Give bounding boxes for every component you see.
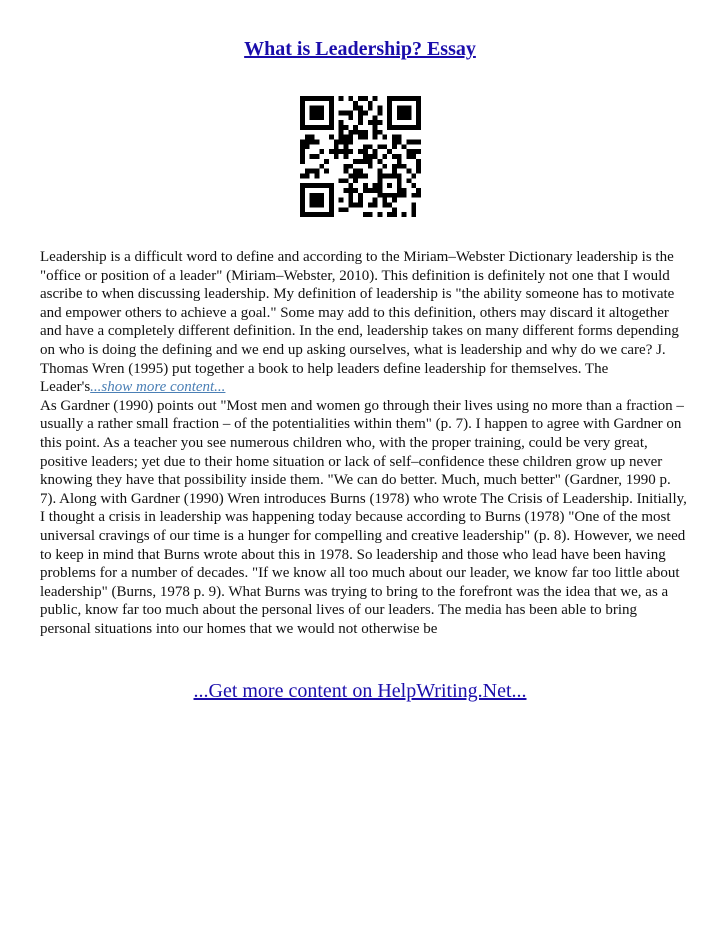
paragraph-1-text: Leadership is a difficult word to define and according to the Miriam–Webster Dictionary leadership is the "office or position of a leader" (Miriam–Webster, 2010). This definition is definitely not one that I would ascribe to when discussing leadership. My definition of leadership is "the ability someone has to motivate and empower others to achieve a goal." Some may add to this definition, others may discard it altogether and have a completely different definition. In the end, leadership takes on many different forms depending on who is doing the defining and we end up asking ourselves, what is leadership and why do we care? J. Thomas Wren (1995) put together a book to help leaders define leadership for themselves. The Leader's <box>40 249 679 396</box>
essay-paragraph <box>40 248 690 397</box>
get-more-content-link[interactable]: ...Get more content on HelpWriting.Net... <box>193 680 527 702</box>
essay-body <box>40 248 690 638</box>
show-more-link[interactable]: ...show more content... <box>90 379 226 396</box>
document-title[interactable]: What is Leadership? Essay <box>244 38 476 60</box>
essay-paragraph: As Gardner (1990) points out "Most men and women go through their lives using no more than a fraction – usually a rather small fraction – of the potentialities within them" (p. 7). I happen to agree with Gardner on this point. As a teacher you see numerous children who, with the proper training, could be very great, positive leaders; yet due to their home situation or lack of self–confidence these children grow up never knowing they have that possibility inside them. "We can do better. Much, much better" (Gardner, 1990 p. 7). Along with Gardner (1990) Wren introduces Burns (1978) who wrote The Crisis of Leadership. Initially, I thought a crisis in leadership was happening today because according to Burns (1978) "One of the most universal cravings of our time is a hunger for compelling and creative leadership" (p. 8). However, we need to keep in mind that Burns wrote about this in 1978. So leadership and those who lead have been having problems for a number of decades. "If we know all too much about our leader, we know far too little about leadership" (Burns, 1978 p. 9). What Burns was trying to bring to the forefront was the idea that we, as a public, know far too much about the personal lives of our leaders. The media has been able to bring personal situations into our homes that we would not otherwise be <box>40 397 687 637</box>
qr-code-icon <box>300 96 421 217</box>
